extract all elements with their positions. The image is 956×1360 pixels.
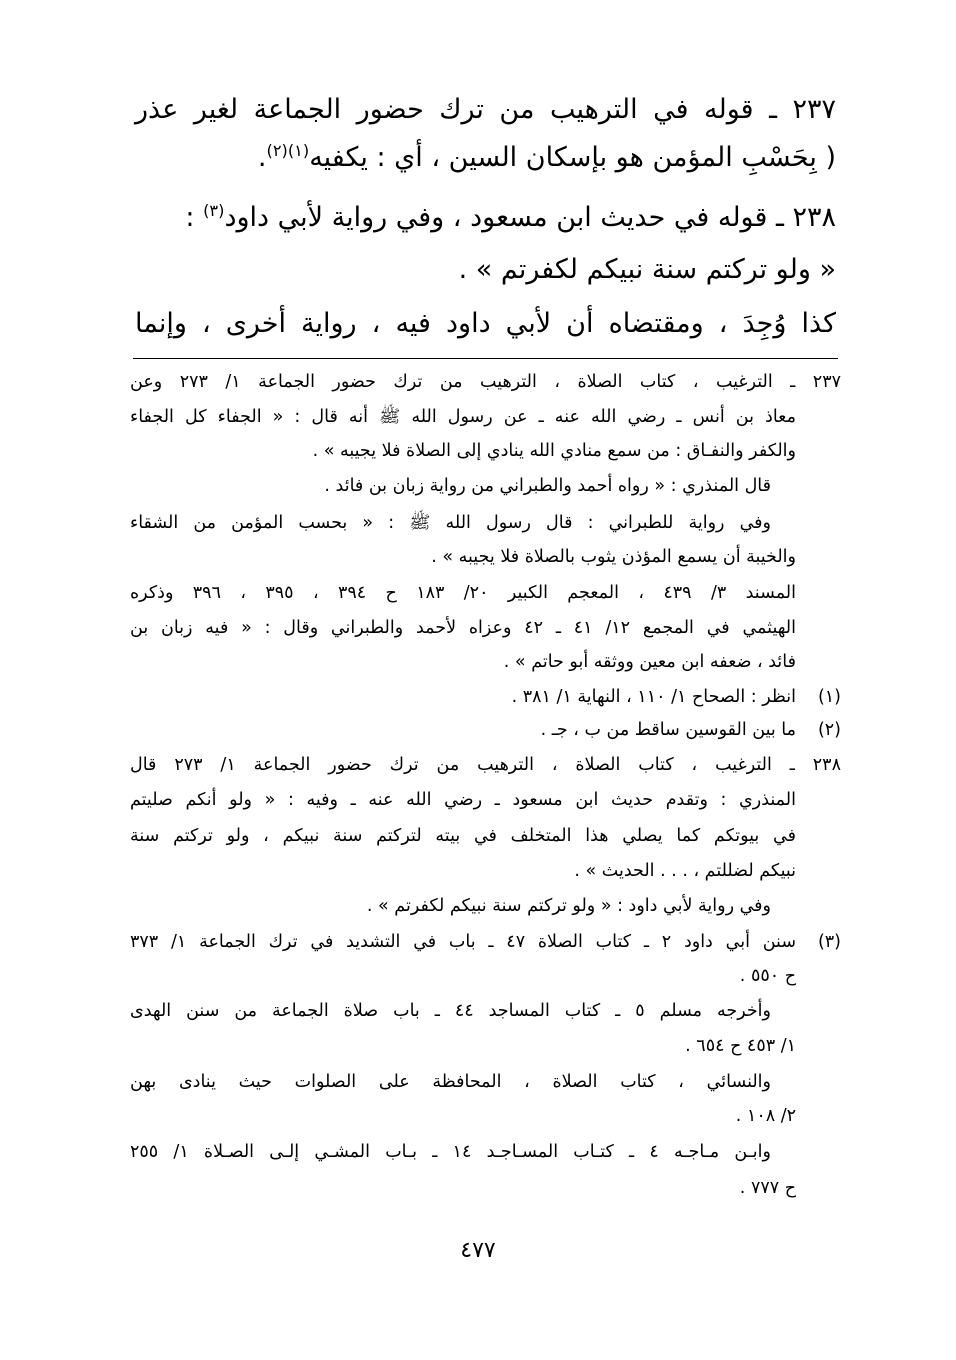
footnote-3-line2: ح ٥٥٠ .: [739, 966, 796, 986]
footnote-3-line1: سنن أبي داود ٢ ـ كتاب الصلاة ٤٧ ـ باب في التشديد في ترك الجماعة ١/ ٣٧٣: [130, 932, 796, 952]
footnote-237-line1: ٢٣٧ ـ الترغيب ، كتاب الصلاة ، الترهيب من ترك حضور الجماعة ١/ ٢٧٣ وعن: [130, 372, 841, 392]
footnote-238-line3: في بيوتكم كما يصلي هذا المتخلف في بيته لتركتم سنة نبيكم ، ولو تركتم سنة: [130, 826, 796, 846]
footnote-3-line7: وابـن مـاجـه ٤ ـ كتـاب المسـاجـد ١٤ ـ بـاب المشـي إلـى الصـلاة ١/ ٢٥٥: [130, 1142, 771, 1162]
footnote-237-line8: الهيثمي في المجمع ١٢/ ٤١ ـ ٤٢ وعزاه لأحمد والطبراني وقال : « فيه زبان بن: [130, 618, 796, 638]
main-paragraph-237-line2: [135, 140, 836, 176]
main-paragraph-238-line1-end: :: [185, 202, 204, 233]
footnote-number-2: (٢): [817, 720, 841, 740]
footnote-3-line6: ٢/ ١٠٨ .: [735, 1106, 796, 1126]
footnote-3-line4: ١/ ٤٥٣ ح ٦٥٤ .: [685, 1036, 796, 1056]
footnote-number-1: (١): [817, 687, 841, 707]
footnote-1-text: انظر : الصحاح ١/ ١١٠ ، النهاية ١/ ٣٨١ .: [511, 687, 796, 707]
footnote-238-line4: نبيكم لضللتم ، . . . الحديث » .: [574, 861, 796, 881]
footnote-number-3: (٣): [817, 932, 841, 952]
footnote-238-line5: وفي رواية لأبي داود : « ولو تركتم سنة نبيكم لكفرتم » .: [366, 896, 771, 916]
footnote-238-line1: ٢٣٨ ـ الترغيب ، كتاب الصلاة ، الترهيب من ترك حضور الجماعة ١/ ٢٧٣ قال: [130, 755, 841, 775]
main-paragraph-238-line3: كذا وُجِدَ ، ومقتضاه أن لأبي داود فيه ، رواية أخرى ، وإنما: [135, 308, 836, 339]
footnote-ref-3: (٣): [203, 201, 225, 220]
page-number: ٤٧٧: [460, 1238, 496, 1263]
main-paragraph-237-line1: ٢٣٧ ـ قوله في الترهيب من ترك حضور الجماعة لغير عذر: [135, 94, 836, 125]
footnote-ref-1-2: (١)(٢): [266, 141, 310, 160]
footnote-3-line5: والنسائي ، كتاب الصلاة ، المحافظة على الصلوات حيث ينادى بهن: [130, 1072, 771, 1092]
main-paragraph-237-line2-text: ( بِحَسْبِ المؤمن هو بإسكان السين ، أي : يكفيه: [309, 142, 836, 173]
footnote-237-line5: وفي رواية للطبراني : قال رسول الله ﷺ : « بحسب المؤمن من الشقاء: [130, 513, 771, 533]
footnote-237-line6: والخيبة أن يسمع المؤذن يثوب بالصلاة فلا يجيبه » .: [431, 547, 796, 567]
footnote-237-line9: فائد ، ضعفه ابن معين ووثقه أبو حاتم » .: [503, 652, 796, 672]
main-paragraph-238-line2: « ولو تركتم سنة نبيكم لكفرتم » .: [458, 254, 836, 285]
footnote-237-line3: والكفر والنفـاق : من سمع منادي الله ينادي إلى الصلاة فلا يجيبه » .: [312, 441, 796, 461]
footnote-237-line2: معاذ بن أنس ـ رضي الله عنه ـ عن رسول الله ﷺ أنه قال : « الجفاء كل الجفاء: [130, 407, 796, 427]
main-paragraph-238-line1: [135, 200, 836, 236]
main-paragraph-238-line1-text: ٢٣٨ ـ قوله في حديث ابن مسعود ، وفي رواية لأبي داود: [224, 202, 836, 233]
footnote-237-line7: المسند ٣/ ٤٣٩ ، المعجم الكبير ٢٠/ ١٨٣ ح ٣٩٤ ، ٣٩٥ ، ٣٩٦ وذكره: [130, 583, 797, 603]
main-paragraph-237-line2-end: .: [257, 142, 267, 173]
footnote-3-line8: ح ٧٧٧ .: [739, 1178, 796, 1198]
footnote-237-line4: قال المنذري : « رواه أحمد والطبراني من رواية زبان بن فائد .: [324, 476, 771, 496]
footnote-3-line3: وأخرجه مسلم ٥ ـ كتاب المساجد ٤٤ ـ باب صلاة الجماعة من سنن الهدى: [130, 1001, 771, 1021]
footnote-divider: [133, 358, 838, 359]
footnote-238-line2: المنذري : وتقدم حديث ابن مسعود ـ رضي الله عنه ـ وفيه : « ولو أنكم صليتم: [130, 790, 796, 810]
footnote-2-text: ما بين القوسين ساقط من ب ، جـ .: [540, 720, 796, 740]
